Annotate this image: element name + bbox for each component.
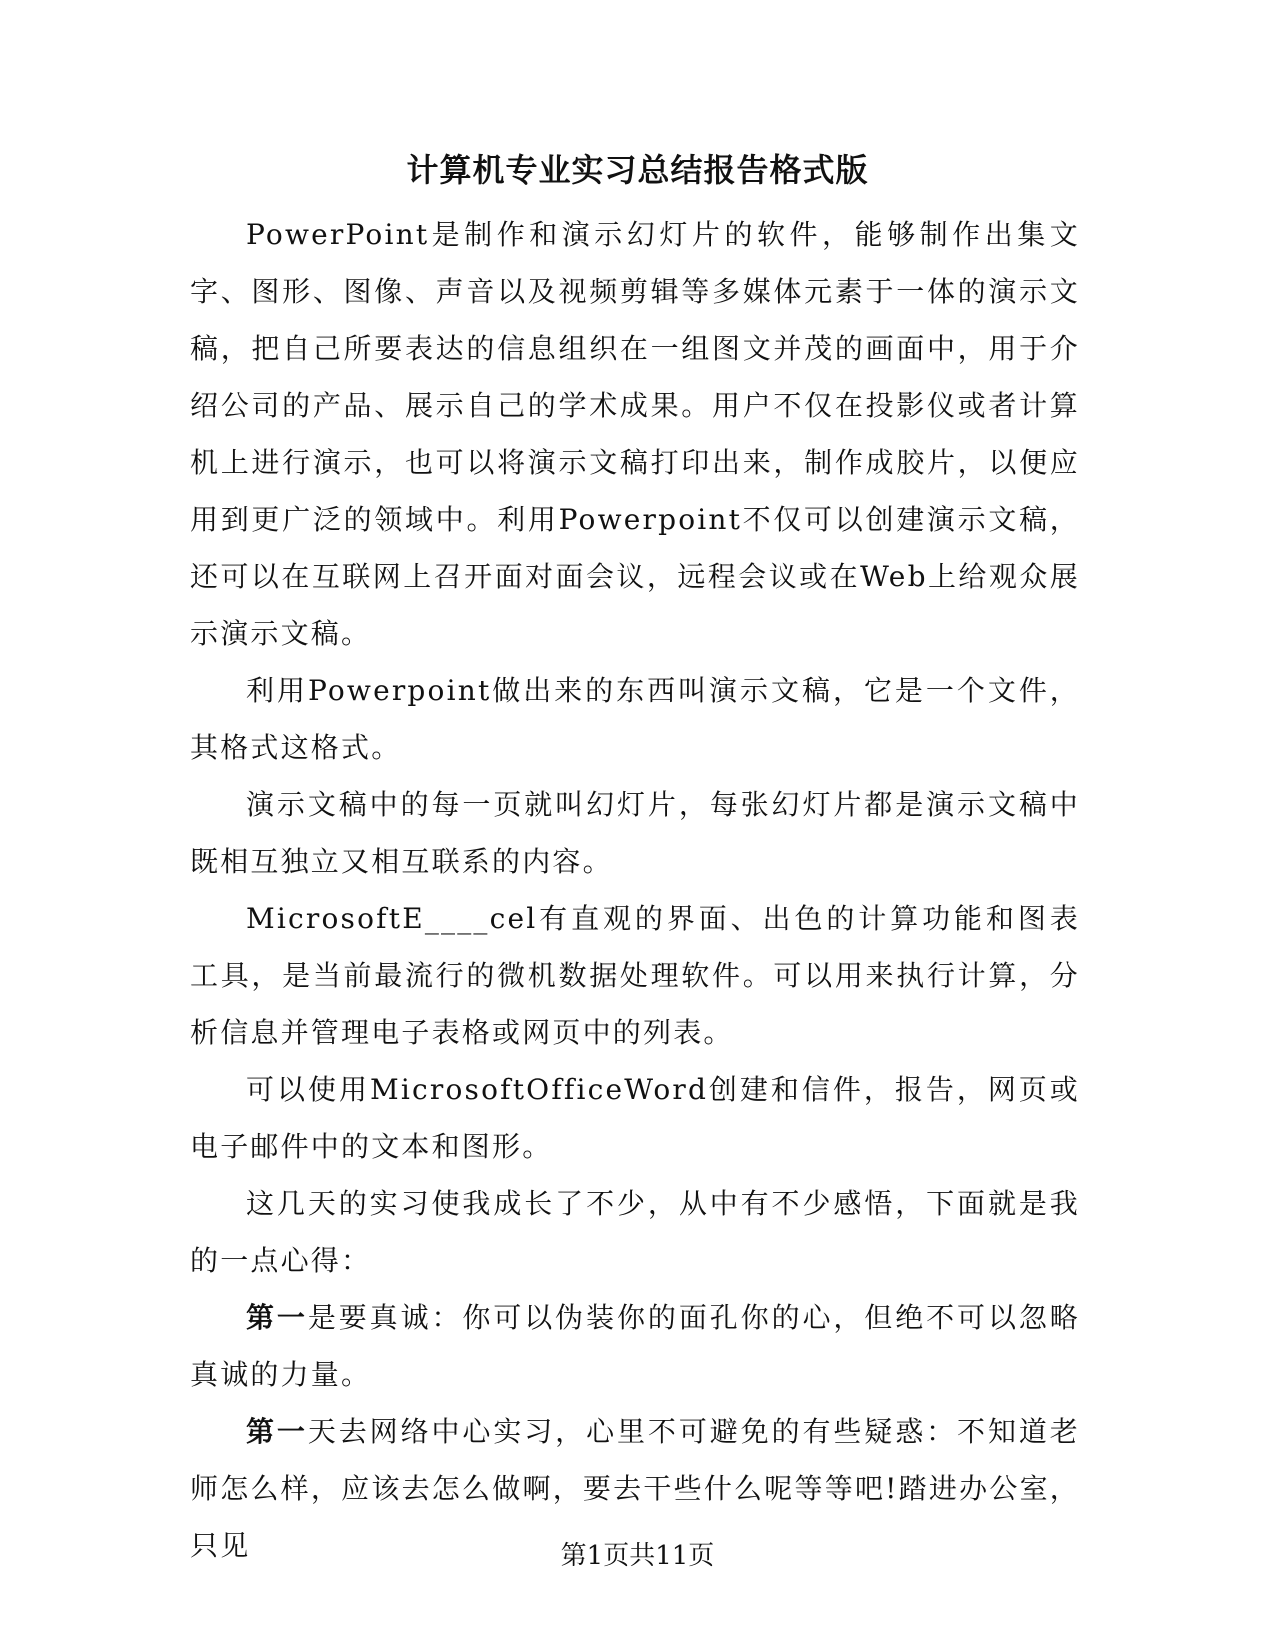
paragraph: [190, 890, 1080, 1061]
paragraph-text: 天去网络中心实习，心里不可避免的有些疑惑：不知道老师怎么样，应该去怎么做啊，要去干些什么呢等等吧!踏进办公室，只见: [190, 1415, 1080, 1562]
paragraph: [190, 206, 1080, 662]
page-number-label: 第1页共11页: [560, 1541, 715, 1571]
paragraph: [190, 1175, 1080, 1289]
paragraph-lead: 第一: [246, 1415, 308, 1448]
paragraph-text: 利用Powerpoint做出来的东西叫演示文稿，它是一个文件，其格式这格式。: [190, 674, 1080, 764]
paragraph-text: PowerPoint是制作和演示幻灯片的软件，能够制作出集文字、图形、图像、声音以及视频剪辑等多媒体元素于一体的演示文稿，把自己所要表达的信息组织在一组图文并茂的画面中，用于介绍公司的产品、展示自己的学术成果。用户不仅在投影仪或者计算机上进行演示，也可以将演示文稿打印出来，制作成胶片，以便应用到更广泛的领域中。利用Powerpoint不仅可以创建演示文稿，还可以在互联网上召开面对面会议，远程会议或在Web上给观众展示演示文稿。: [190, 218, 1080, 650]
paragraph: [190, 1061, 1080, 1175]
page-footer: [0, 1538, 1275, 1574]
paragraph: [190, 776, 1080, 890]
paragraph: [190, 662, 1080, 776]
paragraph-text: MicrosoftE____cel有直观的界面、出色的计算功能和图表工具，是当前最流行的微机数据处理软件。可以用来执行计算，分析信息并管理电子表格或网页中的列表。: [190, 902, 1080, 1049]
paragraph-text: 演示文稿中的每一页就叫幻灯片，每张幻灯片都是演示文稿中既相互独立又相互联系的内容。: [190, 788, 1080, 878]
paragraph: [190, 1289, 1080, 1403]
paragraph-text: 可以使用MicrosoftOfficeWord创建和信件，报告，网页或电子邮件中的文本和图形。: [190, 1073, 1080, 1163]
paragraph-lead: 第一: [246, 1301, 308, 1334]
document-title: 计算机专业实习总结报告格式版: [406, 151, 869, 189]
paragraph-text: 是要真诚：你可以伪装你的面孔你的心，但绝不可以忽略真诚的力量。: [190, 1301, 1080, 1391]
document-body: [190, 206, 1080, 1574]
paragraph-text: 这几天的实习使我成长了不少，从中有不少感悟，下面就是我的一点心得：: [190, 1187, 1080, 1277]
